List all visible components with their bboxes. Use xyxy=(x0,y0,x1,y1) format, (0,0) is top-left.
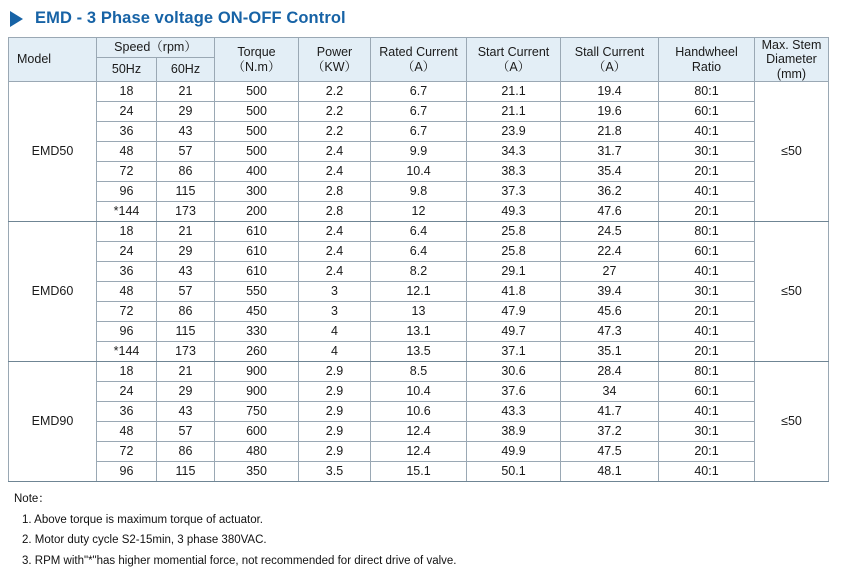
handwheel-ratio-cell: 40:1 xyxy=(659,182,755,202)
start-current-cell: 25.8 xyxy=(467,242,561,262)
start-current-cell: 47.9 xyxy=(467,302,561,322)
speed-60hz-cell: 43 xyxy=(157,122,215,142)
torque-cell: 480 xyxy=(215,442,299,462)
power-cell: 2.9 xyxy=(299,382,371,402)
max-stem-diameter-cell: ≤50 xyxy=(755,82,829,222)
stall-current-cell: 45.6 xyxy=(561,302,659,322)
power-cell: 2.4 xyxy=(299,222,371,242)
rated-current-cell: 13.1 xyxy=(371,322,467,342)
header-start-current-unit: （A） xyxy=(496,59,531,74)
power-cell: 2.2 xyxy=(299,82,371,102)
speed-60hz-cell: 173 xyxy=(157,202,215,222)
header-stall-current-unit: （A） xyxy=(592,59,627,74)
stall-current-cell: 35.4 xyxy=(561,162,659,182)
torque-cell: 750 xyxy=(215,402,299,422)
header-speed-60hz: 60Hz xyxy=(157,57,215,82)
speed-50hz-cell: 36 xyxy=(97,402,157,422)
rated-current-cell: 6.7 xyxy=(371,122,467,142)
speed-50hz-cell: 24 xyxy=(97,242,157,262)
torque-cell: 450 xyxy=(215,302,299,322)
header-handwheel-ratio xyxy=(659,38,755,82)
speed-50hz-cell: 48 xyxy=(97,282,157,302)
start-current-cell: 37.6 xyxy=(467,382,561,402)
handwheel-ratio-cell: 30:1 xyxy=(659,142,755,162)
header-power-unit: （KW） xyxy=(311,59,358,74)
rated-current-cell: 6.4 xyxy=(371,222,467,242)
handwheel-ratio-cell: 60:1 xyxy=(659,102,755,122)
speed-60hz-cell: 21 xyxy=(157,222,215,242)
speed-50hz-cell: 72 xyxy=(97,162,157,182)
stall-current-cell: 34 xyxy=(561,382,659,402)
table-row xyxy=(9,322,829,342)
power-cell: 2.8 xyxy=(299,182,371,202)
power-cell: 3 xyxy=(299,282,371,302)
torque-cell: 350 xyxy=(215,462,299,482)
header-torque xyxy=(215,38,299,82)
stall-current-cell: 47.3 xyxy=(561,322,659,342)
start-current-cell: 37.3 xyxy=(467,182,561,202)
stall-current-cell: 37.2 xyxy=(561,422,659,442)
stall-current-cell: 28.4 xyxy=(561,362,659,382)
start-current-cell: 23.9 xyxy=(467,122,561,142)
table-row xyxy=(9,142,829,162)
speed-50hz-cell: *144 xyxy=(97,342,157,362)
speed-60hz-cell: 86 xyxy=(157,442,215,462)
header-stall-current-label: Stall Current xyxy=(574,45,645,60)
speed-60hz-cell: 43 xyxy=(157,402,215,422)
rated-current-cell: 12.4 xyxy=(371,442,467,462)
start-current-cell: 41.8 xyxy=(467,282,561,302)
speed-60hz-cell: 57 xyxy=(157,142,215,162)
power-cell: 2.4 xyxy=(299,242,371,262)
header-model: Model xyxy=(9,38,97,82)
power-cell: 3 xyxy=(299,302,371,322)
rated-current-cell: 8.5 xyxy=(371,362,467,382)
header-speed-50hz: 50Hz xyxy=(97,57,157,82)
table-row xyxy=(9,442,829,462)
header-speed: Speed（rpm） xyxy=(97,38,215,58)
header-torque-unit: （N.m） xyxy=(232,59,281,74)
header-max-stem-diameter xyxy=(755,38,829,82)
handwheel-ratio-cell: 80:1 xyxy=(659,362,755,382)
start-current-cell: 38.3 xyxy=(467,162,561,182)
handwheel-ratio-cell: 20:1 xyxy=(659,302,755,322)
stall-current-cell: 31.7 xyxy=(561,142,659,162)
header-rated-current xyxy=(371,38,467,82)
torque-cell: 330 xyxy=(215,322,299,342)
torque-cell: 260 xyxy=(215,342,299,362)
stall-current-cell: 19.4 xyxy=(561,82,659,102)
specification-table xyxy=(8,37,829,482)
speed-50hz-cell: 72 xyxy=(97,302,157,322)
table-row xyxy=(9,422,829,442)
rated-current-cell: 10.6 xyxy=(371,402,467,422)
stall-current-cell: 39.4 xyxy=(561,282,659,302)
speed-50hz-cell: 96 xyxy=(97,462,157,482)
handwheel-ratio-cell: 20:1 xyxy=(659,342,755,362)
notes-section xyxy=(14,494,841,567)
rated-current-cell: 10.4 xyxy=(371,162,467,182)
start-current-cell: 29.1 xyxy=(467,262,561,282)
power-cell: 2.4 xyxy=(299,262,371,282)
power-cell: 2.9 xyxy=(299,422,371,442)
header-handwheel-ratio-label: Ratio xyxy=(691,59,722,74)
stall-current-cell: 22.4 xyxy=(561,242,659,262)
rated-current-cell: 9.8 xyxy=(371,182,467,202)
speed-60hz-cell: 43 xyxy=(157,262,215,282)
handwheel-ratio-cell: 30:1 xyxy=(659,282,755,302)
speed-60hz-cell: 29 xyxy=(157,242,215,262)
speed-60hz-cell: 115 xyxy=(157,182,215,202)
power-cell: 4 xyxy=(299,342,371,362)
torque-cell: 610 xyxy=(215,222,299,242)
rated-current-cell: 15.1 xyxy=(371,462,467,482)
rated-current-cell: 6.7 xyxy=(371,82,467,102)
header-stem-line3: (mm) xyxy=(776,66,807,81)
header-rated-current-unit: （A） xyxy=(401,59,436,74)
table-body xyxy=(9,82,829,482)
rated-current-cell: 10.4 xyxy=(371,382,467,402)
start-current-cell: 21.1 xyxy=(467,82,561,102)
max-stem-diameter-cell: ≤50 xyxy=(755,222,829,362)
stall-current-cell: 24.5 xyxy=(561,222,659,242)
rated-current-cell: 12 xyxy=(371,202,467,222)
header-handwheel-label: Handwheel xyxy=(675,45,738,60)
power-cell: 3.5 xyxy=(299,462,371,482)
power-cell: 2.9 xyxy=(299,362,371,382)
stall-current-cell: 35.1 xyxy=(561,342,659,362)
table-row xyxy=(9,362,829,382)
page-title-text: EMD - 3 Phase voltage ON-OFF Control xyxy=(35,9,346,27)
table-row xyxy=(9,122,829,142)
table-row xyxy=(9,242,829,262)
speed-60hz-cell: 57 xyxy=(157,422,215,442)
handwheel-ratio-cell: 20:1 xyxy=(659,202,755,222)
start-current-cell: 49.9 xyxy=(467,442,561,462)
start-current-cell: 30.6 xyxy=(467,362,561,382)
note-item-3: 3. RPM with"*"has higher momential force, not recommended for direct drive of valve. xyxy=(22,554,457,567)
speed-60hz-cell: 57 xyxy=(157,282,215,302)
speed-50hz-cell: 72 xyxy=(97,442,157,462)
handwheel-ratio-cell: 40:1 xyxy=(659,322,755,342)
speed-50hz-cell: 18 xyxy=(97,82,157,102)
speed-50hz-cell: 48 xyxy=(97,142,157,162)
rated-current-cell: 13 xyxy=(371,302,467,322)
speed-50hz-cell: 24 xyxy=(97,382,157,402)
start-current-cell: 49.3 xyxy=(467,202,561,222)
handwheel-ratio-cell: 80:1 xyxy=(659,82,755,102)
table-row xyxy=(9,342,829,362)
start-current-cell: 34.3 xyxy=(467,142,561,162)
table-row xyxy=(9,102,829,122)
power-cell: 2.4 xyxy=(299,162,371,182)
torque-cell: 900 xyxy=(215,382,299,402)
torque-cell: 610 xyxy=(215,262,299,282)
rated-current-cell: 12.1 xyxy=(371,282,467,302)
torque-cell: 400 xyxy=(215,162,299,182)
speed-50hz-cell: 96 xyxy=(97,322,157,342)
speed-60hz-cell: 21 xyxy=(157,82,215,102)
speed-50hz-cell: 36 xyxy=(97,122,157,142)
rated-current-cell: 9.9 xyxy=(371,142,467,162)
rated-current-cell: 6.4 xyxy=(371,242,467,262)
header-stem-line2: Diameter xyxy=(766,52,817,67)
speed-60hz-cell: 115 xyxy=(157,462,215,482)
table-row xyxy=(9,462,829,482)
handwheel-ratio-cell: 60:1 xyxy=(659,382,755,402)
start-current-cell: 21.1 xyxy=(467,102,561,122)
table-header xyxy=(9,38,829,82)
speed-60hz-cell: 173 xyxy=(157,342,215,362)
stall-current-cell: 47.5 xyxy=(561,442,659,462)
stall-current-cell: 41.7 xyxy=(561,402,659,422)
handwheel-ratio-cell: 30:1 xyxy=(659,422,755,442)
header-start-current-label: Start Current xyxy=(477,45,550,60)
header-rated-current-label: Rated Current xyxy=(379,45,458,60)
stall-current-cell: 48.1 xyxy=(561,462,659,482)
power-cell: 2.8 xyxy=(299,202,371,222)
table-row xyxy=(9,302,829,322)
power-cell: 2.4 xyxy=(299,142,371,162)
rated-current-cell: 12.4 xyxy=(371,422,467,442)
torque-cell: 600 xyxy=(215,422,299,442)
speed-60hz-cell: 29 xyxy=(157,382,215,402)
speed-50hz-cell: *144 xyxy=(97,202,157,222)
torque-cell: 500 xyxy=(215,102,299,122)
handwheel-ratio-cell: 40:1 xyxy=(659,262,755,282)
rated-current-cell: 8.2 xyxy=(371,262,467,282)
speed-50hz-cell: 96 xyxy=(97,182,157,202)
speed-50hz-cell: 18 xyxy=(97,362,157,382)
speed-50hz-cell: 24 xyxy=(97,102,157,122)
header-torque-label: Torque xyxy=(237,45,276,60)
stall-current-cell: 36.2 xyxy=(561,182,659,202)
model-cell: EMD60 xyxy=(9,222,97,362)
table-row xyxy=(9,262,829,282)
handwheel-ratio-cell: 40:1 xyxy=(659,462,755,482)
model-cell: EMD50 xyxy=(9,82,97,222)
table-row xyxy=(9,202,829,222)
stall-current-cell: 27 xyxy=(561,262,659,282)
header-stem-line1: Max. Stem xyxy=(761,38,822,52)
start-current-cell: 37.1 xyxy=(467,342,561,362)
power-cell: 2.9 xyxy=(299,442,371,462)
power-cell: 2.2 xyxy=(299,122,371,142)
power-cell: 2.9 xyxy=(299,402,371,422)
speed-50hz-cell: 36 xyxy=(97,262,157,282)
table-row xyxy=(9,82,829,102)
rated-current-cell: 13.5 xyxy=(371,342,467,362)
speed-60hz-cell: 29 xyxy=(157,102,215,122)
header-start-current xyxy=(467,38,561,82)
header-power xyxy=(299,38,371,82)
speed-60hz-cell: 86 xyxy=(157,302,215,322)
stall-current-cell: 47.6 xyxy=(561,202,659,222)
power-cell: 4 xyxy=(299,322,371,342)
handwheel-ratio-cell: 80:1 xyxy=(659,222,755,242)
start-current-cell: 38.9 xyxy=(467,422,561,442)
handwheel-ratio-cell: 20:1 xyxy=(659,162,755,182)
handwheel-ratio-cell: 20:1 xyxy=(659,442,755,462)
rated-current-cell: 6.7 xyxy=(371,102,467,122)
table-row xyxy=(9,402,829,422)
torque-cell: 300 xyxy=(215,182,299,202)
table-row xyxy=(9,222,829,242)
header-power-label: Power xyxy=(316,45,353,60)
table-row xyxy=(9,382,829,402)
start-current-cell: 25.8 xyxy=(467,222,561,242)
speed-60hz-cell: 21 xyxy=(157,362,215,382)
stall-current-cell: 19.6 xyxy=(561,102,659,122)
speed-50hz-cell: 18 xyxy=(97,222,157,242)
speed-50hz-cell: 48 xyxy=(97,422,157,442)
start-current-cell: 43.3 xyxy=(467,402,561,422)
max-stem-diameter-cell: ≤50 xyxy=(755,362,829,482)
speed-60hz-cell: 86 xyxy=(157,162,215,182)
page-title xyxy=(0,0,841,37)
torque-cell: 610 xyxy=(215,242,299,262)
torque-cell: 550 xyxy=(215,282,299,302)
table-row xyxy=(9,282,829,302)
table-row xyxy=(9,182,829,202)
handwheel-ratio-cell: 40:1 xyxy=(659,122,755,142)
torque-cell: 200 xyxy=(215,202,299,222)
torque-cell: 500 xyxy=(215,122,299,142)
header-stall-current xyxy=(561,38,659,82)
notes-heading: Note： xyxy=(14,493,50,506)
note-item-2: 2. Motor duty cycle S2-15min, 3 phase 380VAC. xyxy=(22,534,267,547)
note-item-1: 1. Above torque is maximum torque of actuator. xyxy=(22,513,263,526)
stall-current-cell: 21.8 xyxy=(561,122,659,142)
speed-60hz-cell: 115 xyxy=(157,322,215,342)
torque-cell: 500 xyxy=(215,82,299,102)
handwheel-ratio-cell: 60:1 xyxy=(659,242,755,262)
torque-cell: 500 xyxy=(215,142,299,162)
triangle-bullet-icon xyxy=(10,11,23,27)
torque-cell: 900 xyxy=(215,362,299,382)
start-current-cell: 50.1 xyxy=(467,462,561,482)
power-cell: 2.2 xyxy=(299,102,371,122)
table-row xyxy=(9,162,829,182)
handwheel-ratio-cell: 40:1 xyxy=(659,402,755,422)
model-cell: EMD90 xyxy=(9,362,97,482)
start-current-cell: 49.7 xyxy=(467,322,561,342)
